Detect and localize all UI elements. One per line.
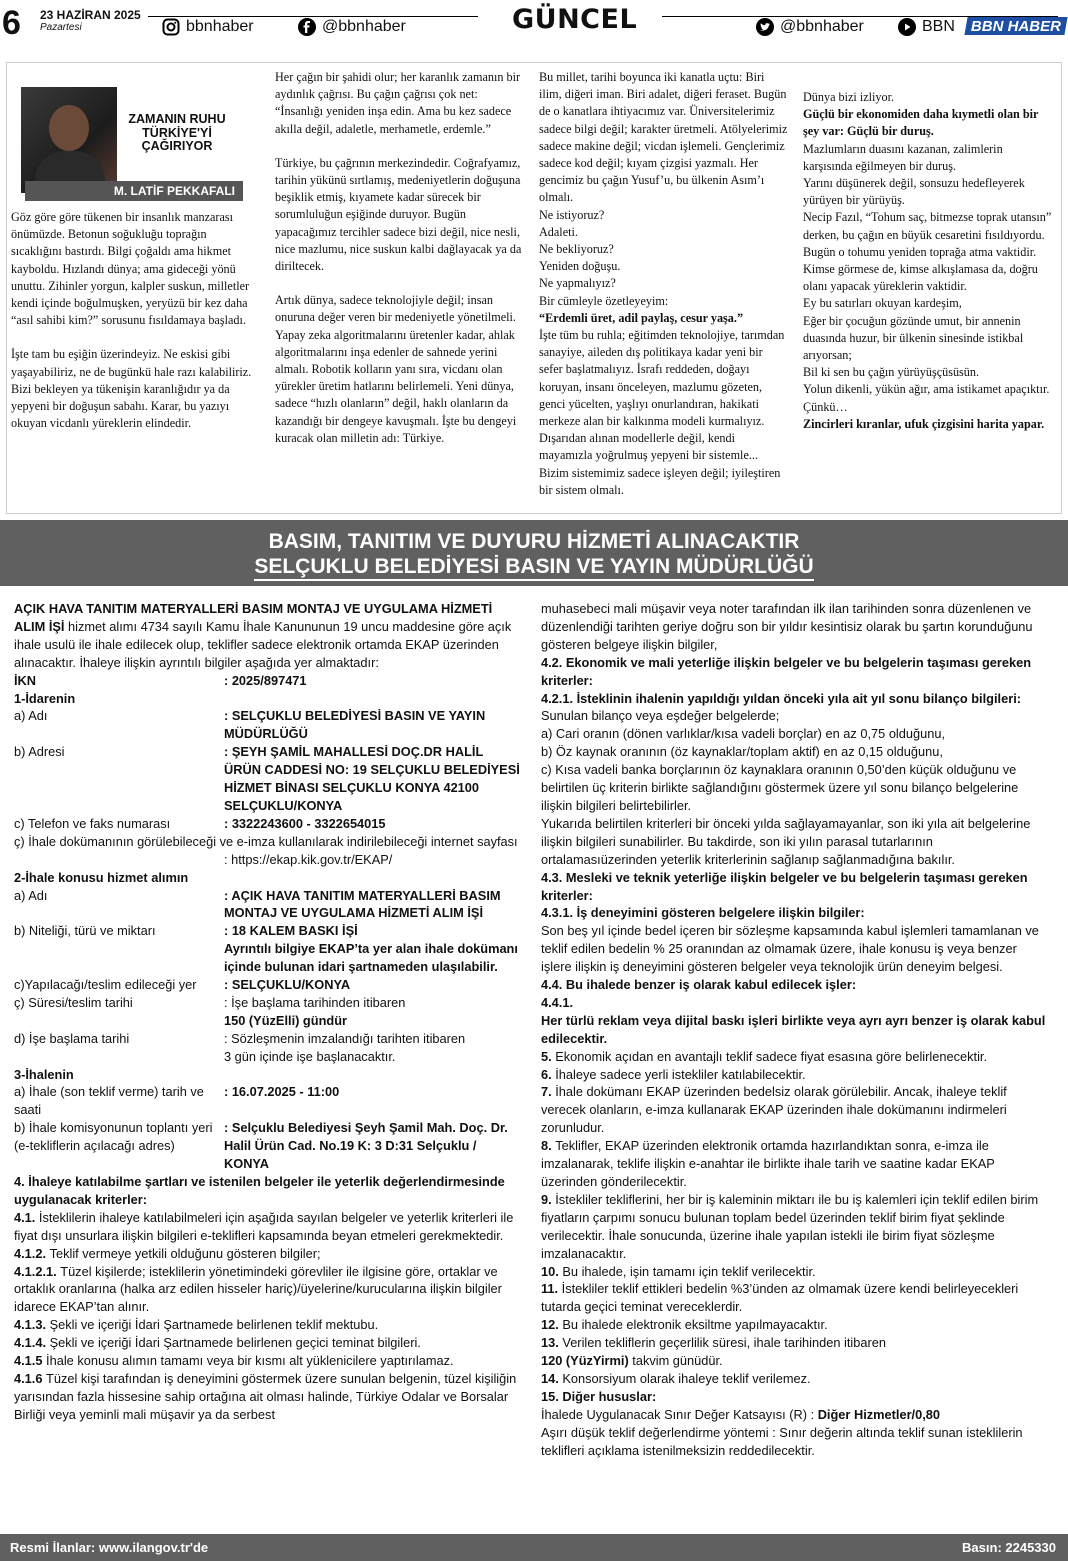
clause: 4.1.5 İhale konusu alımın tamamı veya bir kısmı alt yüklenicilere yaptırılamaz. <box>14 1353 454 1369</box>
section-heading: 1-İdarenin <box>14 690 76 706</box>
info-row: c) Telefon ve faks numarası : 3322243600 - 3322654015 <box>14 815 386 831</box>
notice-title: BASIM, TANITIM VE DUYURU HİZMETİ ALINACAKTIR <box>268 530 800 553</box>
ekap-link[interactable]: : https://ekap.kik.gov.tr/EKAP/ <box>224 851 393 867</box>
notice-subtitle: SELÇUKLU BELEDİYESİ BASIN VE YAYIN MÜDÜRLÜĞÜ <box>0 555 1068 579</box>
paragraph: Her çağın bir şahidi olur; her karanlık zamanın bir aydınlık çağrısı. Bu çağın çağrısı çok net: “İnsanlığı yeniden inşa edin. Ama bu kez sadece akılla değil, adaletle, merhametle, erdemle.” <box>275 70 521 136</box>
clause: c) Kısa vadeli banka borçlarının öz kaynaklara oranının 0,50’den küçük olduğunu ve belirtilen üç kriterin birlikte sağlandığını göstermek üzere yıl sonu bilanço belgelerine ilişkin bilgileri belirtebilirler. <box>541 762 1019 813</box>
paragraph: Ne bekliyoruz? <box>539 242 614 257</box>
paragraph: Ne istiyoruz? <box>539 207 605 222</box>
article-column-4 <box>803 89 1055 433</box>
paragraph: Göz göre göre tükenen bir insanlık manzarası önümüzde. Betonun soğukluğu toprağın sıcaklığını bastırdı. Bilgi çoğaldı ama hikmet kayboldu. Hızlandı dünya; ama gideceği yönü unuttu. Zihinler yorgun, kalpler suskun, milletler kendi içinde boğulmuşken, yeryüzü bir kez daha “asıl sahibi kim?” sorusunu fısıldamaya başladı. <box>11 210 250 328</box>
issue-date: 23 HAZİRAN 2025 <box>40 8 141 22</box>
youtube-link[interactable] <box>898 18 955 36</box>
article-column-1 <box>11 209 255 449</box>
clause: 4.1. İsteklilerin ihaleye katılabilmeleri için aşağıda sayılan belgeler ve yeterlik kriterleri ile fiyat dışı unsurlara ilişkin bilgileri e-teklifleri kapsamında beyan etmeleri gerekmektedir. <box>14 1209 514 1243</box>
brand-logo: BBN HABER <box>964 17 1067 35</box>
info-row: b) Adresi : ŞEYH ŞAMİL MAHALLESİ DOÇ.DR HALİL ÜRÜN CADDESİ NO: 19 SELÇUKLU BELEDİYESİ HİZMET BİNASI SELÇUKLU KONYA 42100 SELÇUKLU/KONYA <box>14 744 520 813</box>
notice-header <box>0 520 1068 586</box>
section-heading: 4.2.1. İsteklinin ihalenin yapıldığı yıldan önceki yıla ait yıl sonu bilanço bilgileri: <box>541 690 1022 706</box>
clause: 6. İhaleye sadece yerli istekliler katılabilecektir. <box>541 1066 806 1082</box>
author-name: M. LATİF PEKKAFALI <box>25 181 243 201</box>
clause: 9. İstekliler tekliflerini, her bir iş kaleminin miktarı ile bu iş kalemleri için teklif edilen birim fiyatların çarpımı sonucu bulunan toplam bedel üzerinden teklif birim fiyat şeklinde verilecektir. İhale sonucunda, üzerine ihale yapılan istekli ile birim fiyat sözleşme imzalanacaktır. <box>541 1191 1039 1261</box>
clause: 4.1.6 Tüzel kişi tarafından iş deneyimini göstermek üzere sunulan belgenin, tüzel kişiliğin yarısından fazla hissesine sahip ortağına ait olması halinde, Türkiye Odalar ve Borsalar Birliği veya yeminli mali müşavir ya da serbest <box>14 1370 517 1422</box>
instagram-link[interactable] <box>162 18 254 36</box>
notice-intro: AÇIK HAVA TANITIM MATERYALLERİ BASIM MONTAJ VE UYGULAMA HİZMETİ ALIM İŞİ hizmet alımı 4734 sayılı Kamu İhale Kanununun 19 uncu maddesine göre açık ihale usulü ile ihale edilecek olup, teklifler sadece elektronik ortamda EKAP üzerinden alınacaktır. İhaleye ilişkin ayrıntılı bilgiler aşağıda yer almaktadır: <box>14 601 512 670</box>
info-row: b) Niteliği, türü ve miktarı : 18 KALEM BASKI İŞİ <box>14 923 358 939</box>
info-row: Ayrıntılı bilgiye EKAP’ta yer alan ihale dokümanı içinde bulunan idari şartnameden ulaşılabilir. <box>224 941 518 975</box>
info-row: d) İşe başlama tarihi : Sözleşmenin imzalandığı tarihten itibaren <box>14 1030 466 1046</box>
section-heading: 4. İhaleye katılabilme şartları ve istenilen belgeler ile yeterlik değerlendirmesinde uygulanacak kriterler: <box>14 1174 505 1207</box>
info-row: c)Yapılacağı/teslim edileceği yer : SELÇUKLU/KONYA <box>14 977 351 993</box>
section-heading: 4.3.1. İş deneyimini gösteren belgelere ilişkin bilgiler: <box>541 905 865 921</box>
paragraph: Mazlumların duasını kazanan, zalimlerin karşısında eğilmeyen bir duruş. <box>803 141 1003 173</box>
twitter-icon <box>756 18 774 36</box>
info-row: a) İhale (son teklif verme) tarih ve saati : 16.07.2025 - 11:00 <box>14 1084 340 1118</box>
info-row: b) İhale komisyonunun toplantı yeri (e-tekliflerin açılacağı adres) : Selçuklu Belediyesi Şeyh Şamil Mah. Doç. Dr. Halil Ürün Cad. No.19 K: 3 D:31 Selçuklu / KONYA <box>14 1120 508 1172</box>
paragraph: Eğer bir çocuğun gözünde umut, bir annenin duasında huzur, bir ülkenin sinesinde istikbal arıyorsan; <box>803 313 1024 363</box>
page-header <box>0 0 1068 52</box>
clause: Sunulan bilanço veya eşdeğer belgelerde; <box>541 708 780 724</box>
section-heading: 4.4.1. <box>541 994 574 1010</box>
info-row: ç) Süresi/teslim tarihi : İşe başlama tarihinden itibaren <box>14 994 406 1010</box>
article-column-2 <box>275 69 525 464</box>
section-title: GÜNCEL <box>512 4 638 35</box>
clause: 12. Bu ihalede elektronik eksiltme yapılmayacaktır. <box>541 1317 828 1333</box>
facebook-handle: @bbnhaber <box>322 18 406 35</box>
notice-right-column <box>541 600 1051 1460</box>
clause: 8. Teklifler, EKAP üzerinden elektronik ortamda hazırlandıktan sonra, e-imza ile imzalanarak, teklife ilişkin e-anahtar ile birlikte ihale tarih ve saatine kadar EKAP üzerinden gönderilecektir. <box>541 1138 995 1189</box>
clause: İhalede Uygulanacak Sınır Değer Katsayısı (R) : Diğer Hizmetler/0,80 <box>541 1406 941 1422</box>
clause: 11. İstekliler teklif ettikleri bedelin %3’ünden az olmamak üzere kendi belirleyecekleri tutarda geçici teminat vereceklerdir. <box>541 1281 1019 1315</box>
byline-box <box>19 85 241 203</box>
paragraph: Bir cümleyle özetleyeyim: <box>539 293 669 308</box>
info-row: 3 gün içinde işe başlanacaktır. <box>224 1048 396 1064</box>
paragraph: Türkiye, bu çağrının merkezindedir. Coğrafyamız, tarihin yükünü sırtlamış, medeniyetlerin doğuşuna beşiklik etmiş, kıyamete kadar sürecek bir sorumluluğun eşiğinde duruyor. Bugün yapacağımız tercihler sadece bizi değil, nice nesli, nice mazlumu, nice suskun kalbi dağlayacak ya da diriltecek. <box>275 155 522 274</box>
paragraph: Yeniden doğuşu. <box>539 259 621 274</box>
section-heading: 15. Diğer hususlar: <box>541 1388 657 1404</box>
article-headline: ZAMANIN RUHU TÜRKİYE'Yİ ÇAĞIRIYOR <box>128 112 226 153</box>
footer-press-id: Basın: 2245330 <box>962 1540 1056 1555</box>
paragraph: İşte tüm bu ruhla; eğitimden teknolojiye, tarımdan sanayiye, aileden dış politikaya kadar yeni bir sefer başlatmalıyız. İsrafı reddeden, doğayı koruyan, insanı önceleyen, mazlumu gözeten, genci yücelten, yaşlıyı onurlandıran, hakikati merkeze alan bir kalkınma modeli kurmalıyız. Dışarıdan alınan modellerle değil, kendi mayamızla yoğrulmuş yepyeni bir sistemle... Bizim sistemimiz sadece işleyen değil; iyileştiren bir sistem olmalı. <box>539 328 785 497</box>
clause: a) Cari oranın (dönen varlıklar/kısa vadeli borçlar) en az 0,75 olduğunu, <box>541 726 946 742</box>
clause: 14. Konsorsiyum olarak ihaleye teklif verilemez. <box>541 1370 811 1386</box>
clause: Son beş yıl içinde bedel içeren bir sözleşme kapsamında kabul işlemleri tamamlanan ve teklif edilen bedelin % 25 oranından az olmamak üzere, ihale konusu iş veya benzer işlere ilişkin iş deneyimini gösteren belgeler veya teknolojik ürün deneyim belgesi. <box>541 923 1039 975</box>
instagram-handle: bbnhaber <box>186 18 254 35</box>
youtube-icon <box>898 18 916 36</box>
section-heading: 4.2. Ekonomik ve mali yeterliğe ilişkin belgeler ve bu belgelerin taşıması gereken kriterler: <box>541 654 1032 688</box>
paragraph: İşte tam bu eşiğin üzerindeyiz. Ne eskisi gibi yaşayabiliriz, ne de bugünkü hale razı kalabiliriz. Bizi bekleyen ya tükenişin karanlığıdır ya da yepyeni bir doğuşun sabahı. Karar, bu yazıyı okuyan vicdanlı yüreklerin elindedir. <box>11 347 252 431</box>
clause: 10. Bu ihalede, işin tamamı için teklif verilecektir. <box>541 1263 816 1279</box>
footer-website[interactable]: Resmi İlanlar: www.ilangov.tr'de <box>10 1540 209 1555</box>
instagram-icon <box>162 18 180 36</box>
opinion-article <box>6 62 1062 514</box>
paragraph: Bu millet, tarihi boyunca iki kanatla uçtu: Biri ilim, diğeri iman. Biri adalet, diğeri feraset. Bugün de o kanatlara ihtiyacımız var. Üniversitelerimiz sadece bilgi değil; karakter üretmeli. Atölyelerimiz sadece makine değil; vicdan işlemeli. Gençlerimiz sadece kod değil; kıyam çizgisi yazmalı. Her gencimiz bu çağın Yusuf’u, bu ülkenin Asım’ı olmalı. <box>539 70 788 205</box>
page-number: 6 <box>2 4 21 42</box>
info-row <box>14 851 522 869</box>
section-heading: 4.4. Bu ihalede benzer iş olarak kabul edilecek işler: <box>541 977 857 993</box>
header-rule-left <box>148 16 478 17</box>
clause: b) Öz kaynak oranının (öz kaynaklar/toplam aktif) en az 0,15 olduğunu, <box>541 744 943 760</box>
clause: 4.1.2.1. Tüzel kişilerde; isteklilerin yönetimindeki görevliler ile ilgisine göre, ortaklar ve ortaklık oranlarına (halka arz edilen hisseler hariç)/üyelerine/kurucularına ilişkin bilgiler idarece EKAP’tan alınır. <box>14 1263 502 1315</box>
issue-day: Pazartesi <box>40 22 82 33</box>
info-row: a) Adı : SELÇUKLU BELEDİYESİ BASIN VE YAYIN MÜDÜRLÜĞÜ <box>14 708 486 742</box>
paragraph: Çünkü… <box>803 399 848 414</box>
facebook-icon <box>298 18 316 36</box>
paragraph: Güçlü bir ekonomiden daha kıymetli olan bir şey var: Güçlü bir duruş. <box>803 107 1039 139</box>
section-heading: 2-İhale konusu hizmet alımın <box>14 869 189 885</box>
section-heading: 4.3. Mesleki ve teknik yeterliğe ilişkin belgeler ve bu belgelerin taşıması gereken kriterler: <box>541 869 1028 903</box>
clause: 4.1.4. Şekli ve içeriği İdari Şartnamede belirlenen geçici teminat bilgileri. <box>14 1335 421 1351</box>
info-row: a) Adı : AÇIK HAVA TANITIM MATERYALLERİ BASIM MONTAJ VE UYGULAMA HİZMETİ ALIM İŞİ <box>14 887 501 921</box>
clause: Her türlü reklam veya dijital baskı işleri birlikte veya ayrı ayrı benzer iş olarak kabul edilecektir. <box>541 1012 1046 1046</box>
info-row: 150 (YüzElli) gündür <box>224 1012 348 1028</box>
section-heading: 3-İhalenin <box>14 1066 74 1082</box>
paragraph: Zincirleri kıranlar, ufuk çizgisini harita yapar. <box>803 416 1045 431</box>
youtube-handle: BBN <box>922 18 955 35</box>
paragraph: Ey bu satırları okuyan kardeşim, <box>803 296 962 311</box>
clause: 5. Ekonomik açıdan en avantajlı teklif sadece fiyat esasına göre belirlenecektir. <box>541 1048 988 1064</box>
clause: muhasebeci mali müşavir veya noter tarafından ilk ilan tarihinden sonra düzenlenen ve düzenlendiği tarihten geriye doğru son bir yıldır kesintisiz olarak bu şartın korunduğunu gösteren belgeye ilişkin bilgiler, <box>541 601 1033 652</box>
paragraph: Necip Fazıl, “Tohum saç, bitmezse toprak utansın” derken, bu çağın en büyük cesaretini fısıldıyordu. Bugün o tohumu yeniden toprağa atma vaktidir. Kimse görmese de, kimse alkışlamasa da, doğru olanı yapacak yüreklerin vaktidir. <box>803 210 1052 294</box>
ikn-row: İKN : 2025/897471 <box>14 672 307 688</box>
paragraph: Yolun dikenli, yükün ağır, ama istikamet apaçıktır. <box>803 382 1050 397</box>
notice-left-column <box>14 600 522 1424</box>
tender-notice <box>0 520 1068 1561</box>
clause: 7. İhale dokümanı EKAP üzerinden bedelsiz olarak görülebilir. Ancak, ihaleye teklif verecek olanların, e-imza kullanarak EKAP üzerinden ihale dokümanını indirmeleri zorunludur. <box>541 1084 1007 1136</box>
paragraph: Yarını düşünerek değil, sonsuzu hedefleyerek yürüyen bir yürüyüş. <box>803 176 1025 208</box>
author-photo <box>21 87 117 193</box>
clause: 4.1.3. Şekli ve içeriği İdari Şartnamede belirlenen teklif mektubu. <box>14 1317 379 1333</box>
clause: 4.1.2. Teklif vermeye yetkili olduğunu gösteren bilgiler; <box>14 1245 321 1261</box>
twitter-link[interactable] <box>756 18 864 36</box>
facebook-link[interactable] <box>298 18 406 36</box>
clause: Yukarıda belirtilen kriterleri bir önceki yılda sağlayamayanlar, son iki yıla ait belgelerine ilişkin bilgileri sunabilirler. Bu takdirde, son iki yılın parasal tutarlarının ortalamasıüzerinden yeterlik kriterlerinin sağlanıp sağlanmadığına bakılır. <box>541 815 1031 867</box>
notice-footer <box>0 1534 1068 1561</box>
paragraph: Adaleti. <box>539 224 578 239</box>
paragraph: Artık dünya, sadece teknolojiyle değil; insan onuruna değer veren bir medeniyetle yönetilmeli. Yapay zeka algoritmalarını üretenler kadar, ahlak algoritmalarını inşa edenler de sahnede yerini almalı. Robotik kolların yanı sıra, vicdanı olan yürekler üretim hatlarını belirlemeli. Yeni dünya, sadece “hızlı olanların” değil, haklı olanların da kazandığı bir dengeye kavuşmalı. İşte bu dengeyi kuracak olan milletin adı: Türkiye. <box>275 293 517 445</box>
paragraph: “Erdemli üret, adil paylaş, cesur yaşa.” <box>539 310 744 325</box>
paragraph: Bil ki sen bu çağın yürüyüşçüsüsün. <box>803 365 980 380</box>
twitter-handle: @bbnhaber <box>780 18 864 35</box>
clause: Aşırı düşük teklif değerlendirme yöntemi : Sınır değerin altında teklif sunan isteklilerin teklifleri açıklama istenilmeksizin reddedilecektir. <box>541 1424 1023 1458</box>
info-row: ç) İhale dokümanının görülebileceği ve e-imza kullanılarak indirilebileceği internet sayfası <box>14 833 518 849</box>
paragraph: Ne yapmalıyız? <box>539 276 616 291</box>
clause: 13. Verilen tekliflerin geçerlilik süresi, ihale tarihinden itibaren 120 (YüzYirmi) takvim günüdür. <box>541 1335 886 1369</box>
article-column-3 <box>539 69 789 499</box>
paragraph: Dünya bizi izliyor. <box>803 90 895 104</box>
